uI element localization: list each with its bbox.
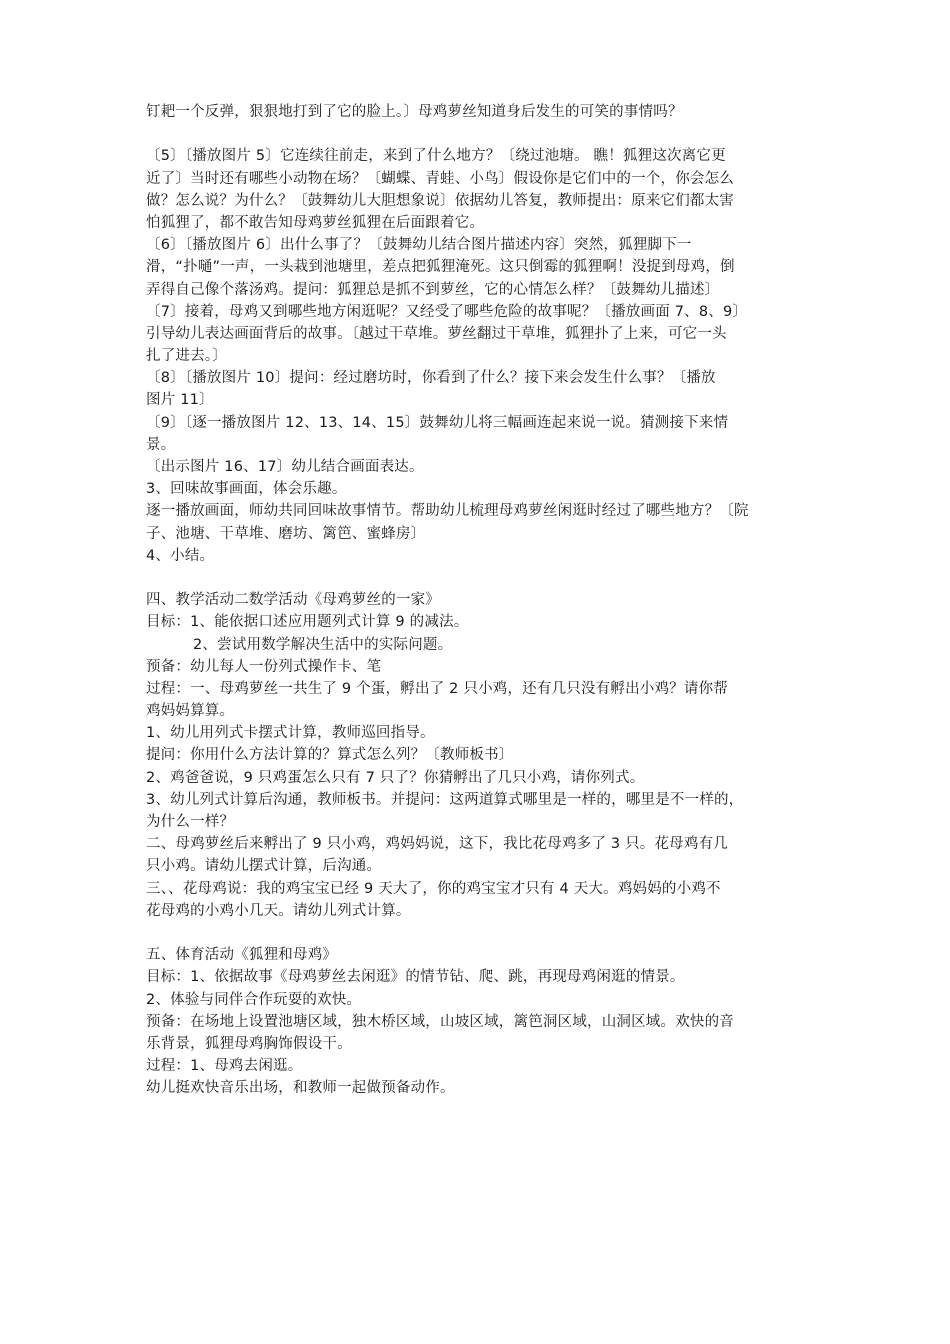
text-line: 三、、花母鸡说：我的鸡宝宝已经 9 天大了，你的鸡宝宝才只有 4 天大。鸡妈妈的小鸡不 <box>146 880 721 897</box>
text-line: 预备：在场地上设置池塘区域，独木桥区域，山坡区域，篱笆洞区域，山洞区域。欢快的音 <box>146 1013 734 1030</box>
text-line: 目标：1、能依据口述应用题列式计算 9 的减法。 <box>146 614 469 631</box>
text-line: 〔8〕〔播放图片 10〕提问：经过磨坊时，你看到了什么？接下来会发生什么事？〔播放 <box>146 370 716 387</box>
text-line: 〔9〕〔逐一播放图片 12、13、14、15〕鼓舞幼儿将三幅画连起来说一说。猜测接下来情 <box>146 414 729 431</box>
text-line: 乐背景，狐狸母鸡胸饰假设干。 <box>146 1035 352 1052</box>
text-line: 幼儿挺欢快音乐出场，和教师一起做预备动作。 <box>146 1080 455 1097</box>
blank-line <box>146 567 826 589</box>
text-line: 扎了进去。〕 <box>146 348 227 365</box>
text-line: 〔7〕接着，母鸡又到哪些地方闲逛呢？又经受了哪些危险的故事呢？〔播放画面 7、8、9〕 <box>146 303 748 320</box>
text-line: 近了〕当时还有哪些小动物在场？〔蝴蝶、青蛙、小鸟〕假设你是它们中的一个，你会怎么 <box>146 170 734 187</box>
text-line: 〔5〕〔播放图片 5〕它连续往前走，来到了什么地方？〔绕过池塘。 瞧！狐狸这次离它更 <box>146 148 726 165</box>
text-line: 预备：幼儿每人一份列式操作卡、笔 <box>146 658 382 675</box>
text-line: 图片 11〕 <box>146 392 214 409</box>
text-line: 子、池塘、干草堆、磨坊、篱笆、蜜蜂房〕 <box>146 525 426 542</box>
text-line: 弄得自己像个落汤鸡。提问：狐狸总是抓不到萝丝，它的心情怎么样？〔鼓舞幼儿描述〕 <box>146 281 720 298</box>
text-line: 2、体验与同伴合作玩耍的欢快。 <box>146 991 362 1008</box>
text-line: 逐一播放画面，师幼共同回味故事情节。帮助幼儿梳理母鸡萝丝闲逛时经过了哪些地方？〔院 <box>146 503 749 520</box>
text-line: 钉耙一个反弹，狠狠地打到了它的脸上。〕母鸡萝丝知道身后发生的可笑的事情吗？ <box>146 104 683 120</box>
text-line: 景。 <box>146 436 176 453</box>
text-line: 4、小结。 <box>146 547 215 564</box>
text-line: 2、尝试用数学解决生活中的实际问题。 <box>193 636 453 653</box>
text-line: 3、回味故事画面，体会乐趣。 <box>146 481 347 498</box>
text-line: 为什么一样？ <box>146 814 235 830</box>
text-line: 提问：你用什么方法计算的？算式怎么列？〔教师板书〕 <box>146 747 514 764</box>
text-line: 二、母鸡萝丝后来孵出了 9 只小鸡，鸡妈妈说，这下，我比花母鸡多了 3 只。花母鸡有几 <box>146 836 728 853</box>
text-line: 目标：1、依据故事《母鸡萝丝去闲逛》的情节钻、爬、跳，再现母鸡闲逛的情景。 <box>146 969 685 986</box>
text-line: 引导幼儿表达画面背后的故事。〔越过干草堆。萝丝翻过干草堆，狐狸扑了上来，可它一头 <box>146 325 727 342</box>
text-line: 滑，“扑嗵”一声，一头栽到池塘里，差点把狐狸淹死。这只倒霉的狐狸啊！没捉到母鸡，倒 <box>146 259 735 276</box>
text-line: 3、幼儿列式计算后沟通，教师板书。并提问：这两道算式哪里是一样的，哪里是不一样的， <box>146 791 744 808</box>
text-line: 只小鸡。请幼儿摆式计算，后沟通。 <box>146 858 382 875</box>
section-heading: 五、体育活动《狐狸和母鸡》 <box>146 947 338 964</box>
blank-line <box>146 123 826 145</box>
blank-line <box>146 922 826 944</box>
text-line: 过程：一、母鸡萝丝一共生了 9 个蛋，孵出了 2 只小鸡，还有几只没有孵出小鸡？请你帮 <box>146 680 728 697</box>
document-body <box>146 101 826 1099</box>
text-line: 花母鸡的小鸡小几天。请幼儿列式计算。 <box>146 902 411 919</box>
section-heading: 四、教学活动二数学活动《母鸡萝丝的一家》 <box>146 592 440 609</box>
text-line: 做？怎么说？为什么？〔鼓舞幼儿大胆想象说〕依据幼儿答复，教师提出：原来它们都太害 <box>146 192 734 209</box>
text-line: 2、鸡爸爸说，9 只鸡蛋怎么只有 7 只了？你猜孵出了几只小鸡，请你列式。 <box>146 769 645 786</box>
text-line: 鸡妈妈算算。 <box>146 703 235 720</box>
text-line: 〔6〕〔播放图片 6〕出什么事了？〔鼓舞幼儿结合图片描述内容〕突然，狐狸脚下一 <box>146 237 692 254</box>
text-line: 过程：1、母鸡去闲逛。 <box>146 1058 303 1075</box>
text-line: 〔出示图片 16、17〕幼儿结合画面表达。 <box>146 459 424 475</box>
text-line: 怕狐狸了，都不敢告知母鸡萝丝狐狸在后面跟着它。 <box>146 214 485 231</box>
text-line: 1、幼儿用列式卡摆式计算，教师巡回指导。 <box>146 725 435 742</box>
